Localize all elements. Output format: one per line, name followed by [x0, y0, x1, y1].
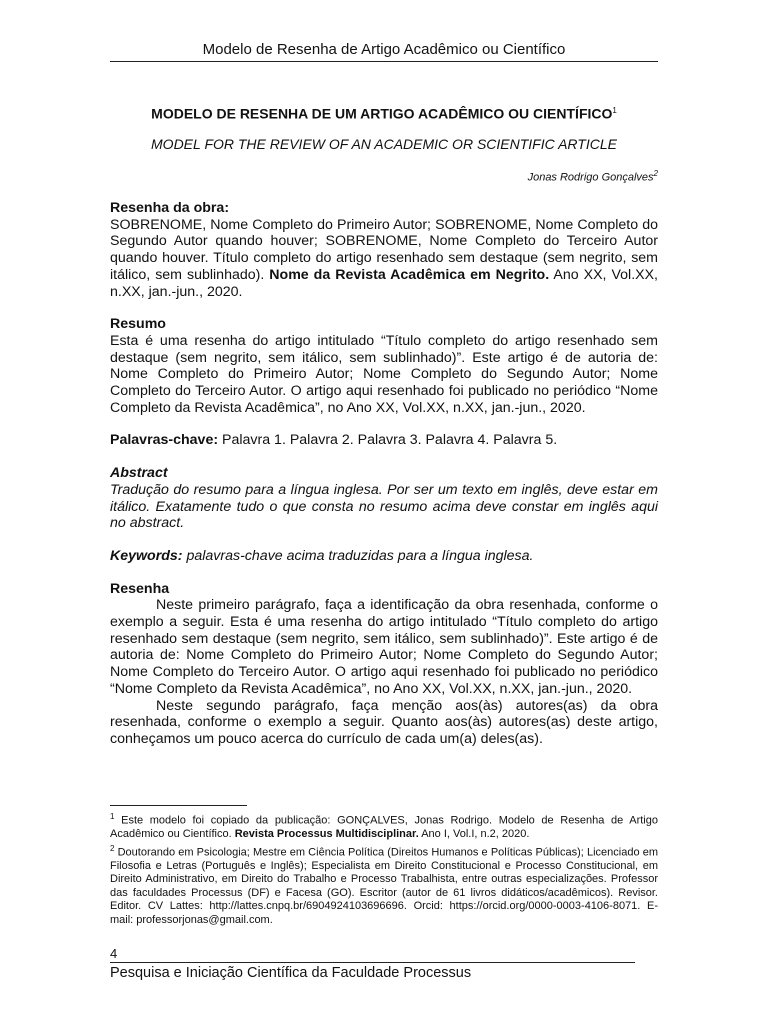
running-footer: Pesquisa e Iniciação Científica da Faculdade Processus [110, 965, 472, 981]
footnote-ref-1: 1 [612, 106, 617, 115]
obra-journal: Nome da Revista Acadêmica em Negrito. [269, 266, 550, 283]
footnote-1-number: 1 [110, 812, 115, 821]
author-name: Jonas Rodrigo Gonçalves [527, 171, 654, 184]
keywords [110, 548, 658, 565]
footer-rule [110, 962, 635, 963]
footnote-2-text: Doutorando em Psicologia; Mestre em Ciência Política (Direitos Humanos e Políticas Públicas); Licenciado em Filosofia e Letras (Português e Inglês); Especialista em Direito Constitucional e Processo Constitucional, em Direito Administrativo, em Direito do Trabalho e Processo Trabalhista, entre outras especializações. Professor das faculdades Processus (DF) e Facesa (GO). Escritor (autor de 61 livros didáticos/acadêmicos). Revisor. Editor. CV Lattes: http://lattes.cnpq.br/6904924103696696. Orcid: https://orcid.org/0000-0003-4106-8071. E-mail: professorjonas@gmail.com. [110, 846, 658, 926]
document-body [110, 200, 658, 748]
footnote-ref-2: 2 [653, 169, 658, 178]
resumo-text: Esta é uma resenha do artigo intitulado “Título completo do artigo resenhado sem destaque (sem negrito, sem itálico, sem sublinhado)”. Este artigo é de autoria de: Nome Completo do Primeiro Autor; Nome Completo do Segundo Autor; Nome Completo do Terceiro Autor. O artigo aqui resenhado foi publicado no periódico “Nome Completo da Revista Acadêmica”, no Ano XX, Vol.XX, n.XX, jan.-jun., 2020. [110, 332, 658, 416]
footnote-separator [110, 805, 247, 806]
footnotes [110, 810, 658, 927]
footnote-1 [110, 810, 658, 842]
article-title [110, 102, 658, 123]
obra-heading: Resenha da obra: [110, 200, 230, 216]
article-title-text: MODELO DE RESENHA DE UM ARTIGO ACADÊMICO OU CIENTÍFICO [151, 105, 613, 122]
obra-reference [110, 217, 658, 301]
footnote-1-tail: Ano I, Vol.I, n.2, 2020. [418, 828, 530, 841]
palavras-chave-label: Palavras-chave: [110, 432, 219, 449]
obra-details: Ano XX, Vol.XX, n.XX, jan.-jun., 2020. [110, 266, 658, 300]
resenha-paragraph-2: Neste segundo parágrafo, faça menção aos(às) autores(as) da obra resenhada, conforme o exemplo a seguir. Quanto aos(às) autores(as) deste artigo, conheçamos um pouco acerca do currículo de cada um(a) deles(as). [110, 697, 658, 747]
keywords-text: palavras-chave acima traduzidas para a língua inglesa. [182, 547, 534, 564]
footnote-1-text: Este modelo foi copiado da publicação: GONÇALVES, Jonas Rodrigo. Modelo de Resenha de Artigo Acadêmico ou Científico. [110, 814, 658, 841]
abstract-text: Tradução do resumo para a língua inglesa. Por ser um texto em inglês, deve estar em itálico. Exatamente tudo o que consta no resumo acima deve constar em inglês aqui no abstract. [110, 481, 658, 532]
author-line [110, 167, 658, 185]
running-header: Modelo de Resenha de Artigo Acadêmico ou Científico [110, 40, 658, 62]
footnote-2-number: 2 [110, 843, 115, 853]
obra-text: SOBRENOME, Nome Completo do Primeiro Autor; SOBRENOME, Nome Completo do Segundo Autor quando houver; SOBRENOME, Nome Completo do Terceiro Autor quando houver. Título completo do artigo resenhado sem destaque (sem negrito, sem itálico, sem sublinhado). [110, 216, 658, 283]
footnote-2 [110, 842, 658, 928]
palavras-chave [110, 432, 658, 449]
resenha-paragraph-1: Neste primeiro parágrafo, faça a identificação da obra resenhada, conforme o exemplo a seguir. Esta é uma resenha do artigo intitulado “Título completo do artigo resenhado sem destaque (sem negrito, sem itálico, sem sublinhado)”. Este artigo é de autoria de: Nome Completo do Primeiro Autor; Nome Completo do Segundo Autor; Nome Completo do Terceiro Autor. O artigo aqui resenhado foi publicado no periódico “Nome Completo da Revista Acadêmica”, no Ano XX, Vol.XX, n.XX, jan.-jun., 2020. [110, 597, 658, 697]
abstract-heading: Abstract [110, 465, 168, 482]
footnote-1-journal: Revista Processus Multidisciplinar. [234, 828, 419, 841]
article-title-english: MODEL FOR THE REVIEW OF AN ACADEMIC OR SCIENTIFIC ARTICLE [151, 136, 617, 152]
palavras-chave-text: Palavra 1. Palavra 2. Palavra 3. Palavra 4. Palavra 5. [218, 432, 558, 449]
page-number: 4 [110, 946, 118, 961]
resenha-heading: Resenha [110, 580, 170, 597]
resumo-heading: Resumo [110, 316, 166, 333]
keywords-label: Keywords: [110, 547, 183, 564]
